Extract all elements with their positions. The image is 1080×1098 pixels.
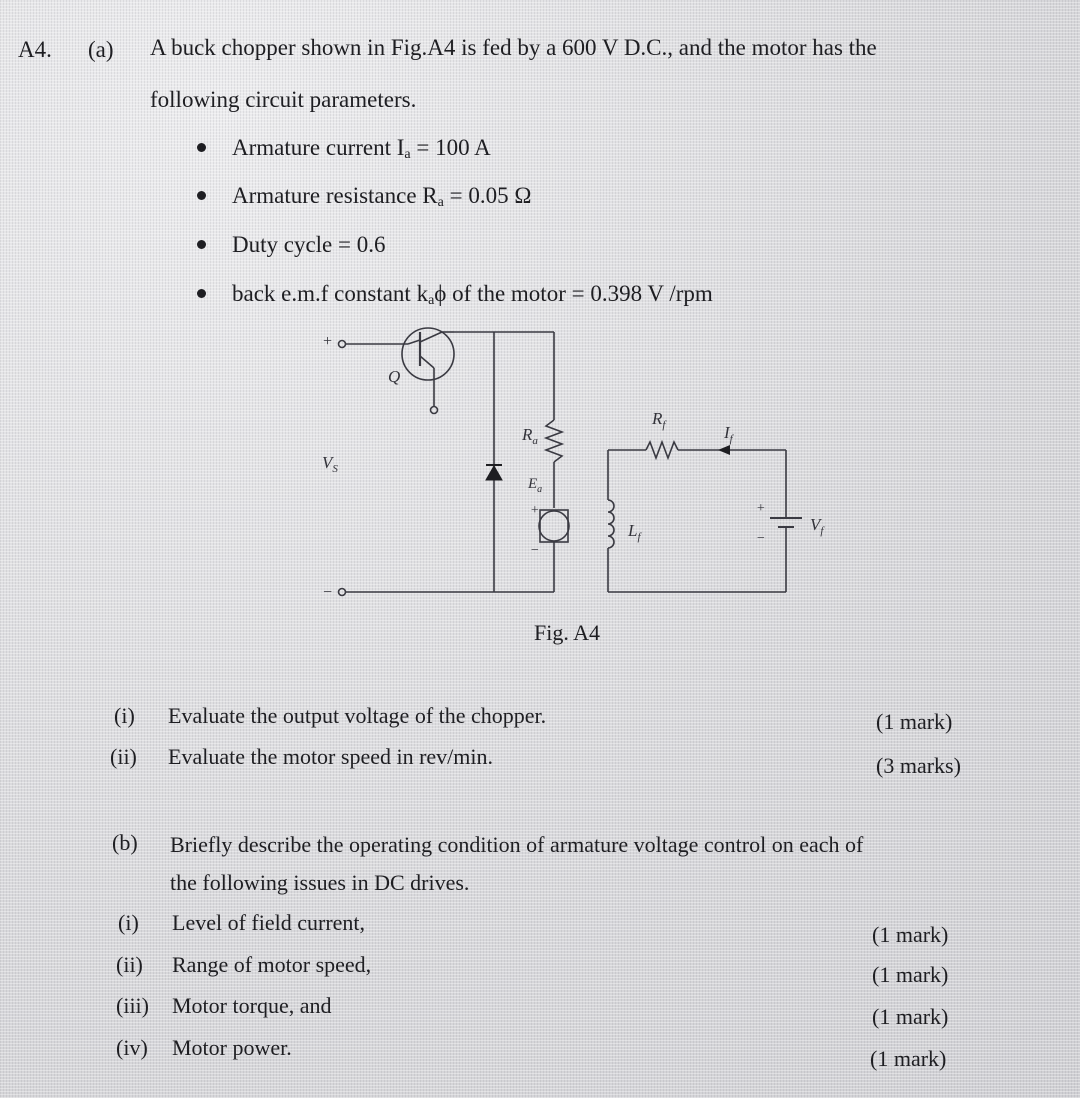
- terminal-negative: [339, 589, 346, 596]
- supply-minus-label: −: [322, 584, 333, 601]
- item-b-i-num: (i): [118, 910, 139, 935]
- item-b-iv-text: Motor power.: [172, 1035, 292, 1060]
- armature-resistor-zigzag: [546, 420, 562, 462]
- part-a-label: (a): [88, 37, 114, 62]
- supply-plus-label: +: [322, 333, 333, 350]
- part-a-intro-line2: following circuit parameters.: [150, 87, 417, 112]
- question-number: A4.: [18, 37, 52, 62]
- armature-plus-label: +: [530, 503, 540, 518]
- part-b-intro-line2: the following issues in DC drives.: [170, 870, 470, 895]
- field-inductor-coil: [608, 500, 614, 548]
- field-current-arrow: [718, 445, 730, 455]
- bullet-icon: [197, 240, 206, 249]
- subq-a-ii-num: (ii): [110, 744, 137, 769]
- item-b-ii-marks: (1 mark): [872, 962, 949, 987]
- field-inductor-label: $L_f$: [628, 521, 641, 543]
- item-b-ii-text: Range of motor speed,: [172, 952, 372, 977]
- item-b-i-text: Level of field current,: [172, 910, 366, 935]
- subq-a-i-marks: (1 mark): [876, 709, 953, 734]
- subq-a-i-text: Evaluate the output voltage of the chopper.: [168, 703, 547, 728]
- transistor-symbol: [402, 328, 454, 380]
- part-b-intro-line1: Briefly describe the operating condition of armature voltage control on each of: [170, 832, 864, 857]
- bullet-icon: [197, 143, 206, 152]
- motor-armature-symbol: [539, 511, 569, 541]
- subq-a-i-num: (i): [114, 703, 135, 728]
- freewheel-diode-symbol: [486, 466, 502, 480]
- param-armature-current: Armature current $I_a = 100$ A: [232, 135, 491, 162]
- part-b-label: (b): [112, 830, 138, 855]
- circuit-diagram: [300, 320, 860, 620]
- bullet-icon: [197, 289, 206, 298]
- transistor-label: Q: [388, 367, 401, 386]
- bullet-icon: [197, 191, 206, 200]
- item-b-iv-marks: (1 mark): [870, 1046, 947, 1071]
- subq-a-ii-marks: (3 marks): [876, 753, 961, 778]
- field-source-minus-label: −: [756, 531, 766, 546]
- item-b-iv-num: (iv): [116, 1035, 148, 1060]
- field-resistor-zigzag: [646, 442, 678, 458]
- armature-resistor-label: $R_a$: [522, 425, 538, 447]
- field-source-plus-label: +: [756, 501, 766, 516]
- field-voltage-label: $V_f$: [810, 515, 824, 537]
- field-current-label: $I_f$: [724, 423, 733, 445]
- subq-a-ii-text: Evaluate the motor speed in rev/min.: [168, 744, 494, 769]
- param-armature-resistance: Armature resistance $R_a = 0.05$ Ω: [232, 183, 532, 210]
- item-b-iii-num: (iii): [116, 993, 149, 1018]
- param-back-emf-constant: back e.m.f constant $k_a\phi$ of the motor = 0.398 V /rpm: [232, 281, 713, 308]
- supply-voltage-label: $V_S$: [322, 453, 338, 475]
- item-b-ii-num: (ii): [116, 952, 143, 977]
- figure-caption: Fig. A4: [534, 620, 601, 645]
- back-emf-label: $E_a$: [528, 476, 543, 495]
- terminal-positive: [339, 341, 346, 348]
- item-b-iii-text: Motor torque, and: [172, 993, 332, 1018]
- armature-minus-label: −: [530, 543, 540, 558]
- field-resistor-label: $R_f$: [652, 409, 666, 431]
- part-a-intro-line1: A buck chopper shown in Fig.A4 is fed by a 600 V D.C., and the motor has the: [150, 35, 877, 60]
- item-b-iii-marks: (1 mark): [872, 1004, 949, 1029]
- item-b-i-marks: (1 mark): [872, 922, 949, 947]
- param-duty-cycle: Duty cycle = 0.6: [232, 232, 386, 257]
